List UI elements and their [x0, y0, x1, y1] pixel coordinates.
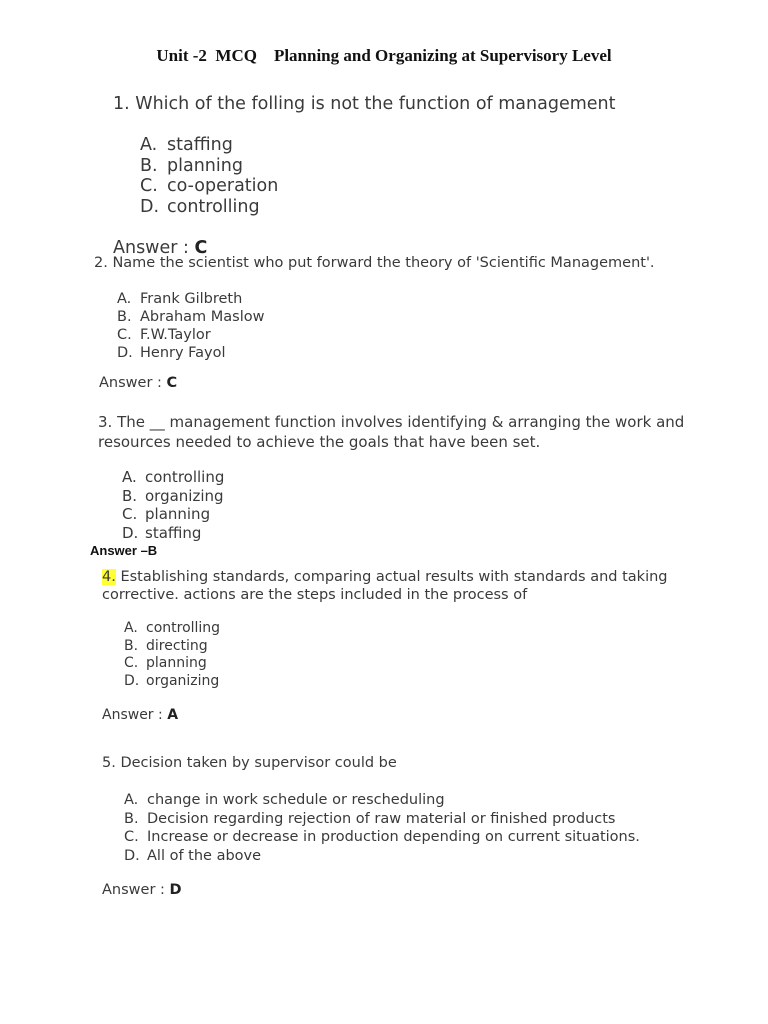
- option-letter: D.: [122, 523, 139, 542]
- option-item: [117, 326, 265, 344]
- option-item: [117, 344, 265, 362]
- option-item: [122, 524, 224, 543]
- option-letter: B.: [124, 637, 139, 654]
- option-letter: B.: [122, 486, 138, 505]
- option-text: Frank Gilbreth: [140, 291, 243, 307]
- option-item: [124, 638, 220, 656]
- answer-label: Answer :: [99, 375, 167, 391]
- answer-value: C: [166, 375, 178, 391]
- option-item: [122, 487, 224, 506]
- question-4-body: Establishing standards, comparing actual results with standards and taking corrective. actions are the steps included in the process of: [102, 569, 668, 603]
- option-item: [117, 308, 265, 326]
- option-text: staffing: [145, 523, 202, 542]
- option-item: [140, 197, 278, 218]
- option-letter: A.: [117, 291, 132, 307]
- question-2-answer: [99, 375, 177, 391]
- option-item: [124, 828, 640, 847]
- option-letter: B.: [117, 309, 132, 325]
- option-text: directing: [146, 637, 208, 654]
- question-2-options: [117, 290, 265, 362]
- option-letter: D.: [124, 847, 140, 864]
- option-item: [140, 135, 278, 156]
- question-3-answer: Answer –B: [90, 543, 158, 558]
- answer-value: D: [169, 882, 182, 898]
- option-letter: C.: [124, 655, 139, 671]
- option-item: [124, 847, 640, 866]
- option-text: planning: [146, 655, 207, 671]
- option-letter: D.: [140, 196, 160, 217]
- option-letter: B.: [124, 810, 139, 827]
- question-2-text: 2. Name the scientist who put forward the theory of 'Scientific Management'.: [94, 255, 655, 271]
- question-5-options: [124, 791, 640, 865]
- option-letter: A.: [122, 468, 137, 486]
- question-3-text: 3. The __ management function involves identifying & arranging the work and resources needed to achieve the goals that have been set.: [98, 413, 685, 451]
- option-text: Abraham Maslow: [140, 309, 265, 325]
- option-text: organizing: [145, 486, 224, 505]
- answer-label: Answer :: [102, 882, 170, 898]
- question-4-answer: [102, 707, 178, 723]
- option-item: [122, 505, 224, 524]
- answer-value: C: [194, 238, 208, 258]
- option-letter: D.: [124, 672, 140, 689]
- option-item: [124, 673, 220, 691]
- option-text: change in work schedule or rescheduling: [147, 792, 445, 808]
- question-1-text: 1. Which of the folling is not the function of management: [113, 94, 616, 114]
- option-letter: A.: [124, 620, 138, 636]
- option-item: [140, 156, 278, 177]
- option-letter: A.: [124, 792, 139, 808]
- option-item: [124, 810, 640, 829]
- option-text: Increase or decrease in production depending on current situations.: [147, 829, 640, 845]
- question-1-options: [140, 135, 278, 217]
- option-text: planning: [167, 155, 243, 176]
- option-letter: C.: [122, 505, 138, 523]
- option-item: [124, 655, 220, 673]
- question-5-answer: [102, 882, 182, 898]
- question-4-options: [124, 620, 220, 690]
- option-item: [124, 791, 640, 810]
- answer-value: A: [167, 707, 179, 723]
- option-item: [140, 176, 278, 197]
- option-letter: C.: [117, 327, 132, 343]
- option-item: [117, 290, 265, 308]
- answer-label: Answer :: [113, 238, 195, 258]
- option-text: controlling: [146, 620, 221, 636]
- question-4-text: [102, 568, 702, 604]
- option-text: staffing: [167, 135, 233, 155]
- option-text: controlling: [145, 468, 225, 486]
- option-letter: C.: [140, 176, 158, 196]
- option-text: organizing: [146, 672, 220, 689]
- option-text: Decision regarding rejection of raw material or finished products: [147, 810, 616, 827]
- question-5-text: 5. Decision taken by supervisor could be: [102, 755, 397, 771]
- option-text: co-operation: [167, 176, 279, 196]
- option-letter: D.: [117, 345, 133, 361]
- option-text: controlling: [167, 196, 260, 217]
- question-4-number-highlight: 4.: [102, 569, 116, 585]
- option-text: All of the above: [147, 847, 262, 864]
- option-letter: C.: [124, 829, 139, 845]
- answer-label: Answer :: [102, 707, 168, 723]
- option-item: [124, 620, 220, 638]
- option-text: planning: [145, 505, 211, 523]
- option-text: Henry Fayol: [140, 345, 226, 361]
- option-text: F.W.Taylor: [140, 327, 211, 343]
- page-title: Unit -2 MCQ Planning and Organizing at Supervisory Level: [156, 46, 612, 65]
- question-3-options: [122, 468, 224, 542]
- option-letter: A.: [140, 135, 158, 155]
- option-letter: B.: [140, 155, 158, 176]
- option-item: [122, 468, 224, 487]
